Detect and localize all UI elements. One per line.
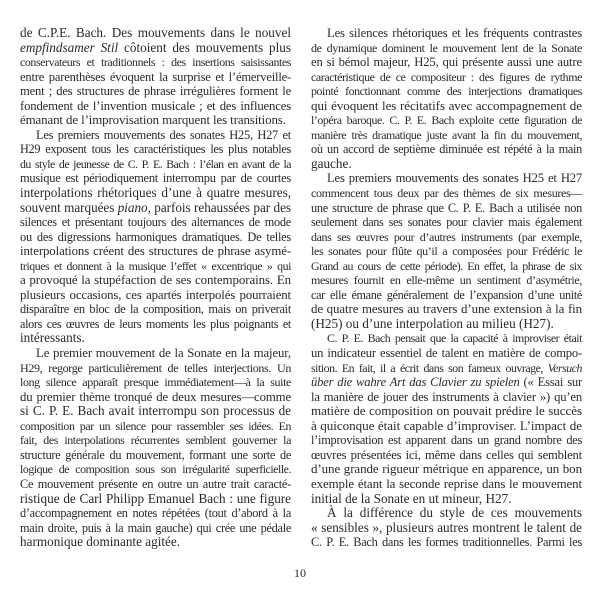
text-line: triques et donnent à la musique l’effet « excentrique » qui [20, 258, 291, 273]
text-line [311, 375, 582, 390]
text-line: H29 exposent tous les caractéristiques les plus notables [20, 142, 291, 157]
page-number: 10 [294, 566, 306, 580]
text-line: les sonates pour flûte qu’il a composées pour Frédéric le [311, 244, 582, 259]
text-line: ou des digressions harmoniques dramatiques. De telles [20, 229, 291, 244]
paragraph [20, 26, 291, 128]
text-line: Le premier mouvement de la Sonate en la majeur, [36, 346, 291, 361]
text-line: ristique de Carl Philipp Emanuel Bach : une figure [20, 490, 292, 506]
text-line: logique de composition sous son irrégularité superficielle. [20, 462, 291, 477]
text-line: qui évoquent les récitatifs avec accompagnement de [311, 97, 582, 113]
italic-text: über die wahre Art das Clavier zu spielen [311, 375, 520, 390]
text-line: l’opéra baroque. C. P. E. Bach exploite cette figuration de [311, 113, 582, 128]
text-line: d’accompagnement en notes répétées (tout d’abord à la [20, 506, 291, 521]
text-line: H29, regorge particulièrement de telles interjections. Un [20, 360, 291, 375]
paragraph [311, 26, 582, 171]
paragraph [311, 171, 582, 331]
text-line: alors ces œuvres de leurs moments les plus poignants et [20, 316, 291, 331]
text-segment: (« Essai sur [519, 375, 583, 390]
text-line: caractéristique de ce compositeur : des figures de rythme [311, 69, 582, 84]
text-line: main droite, puis à la main gauche) qui crée une pédale [20, 520, 291, 535]
text-line: Les silences rhétoriques et les fréquents contrastes [327, 26, 582, 40]
text-line: où un accord de septième diminuée est répété à la main [311, 142, 582, 157]
text-line: silences et présentant toujours des alternances de mode [20, 215, 291, 230]
text-line: manière très dramatique juste avant la fin du mouvement, [311, 127, 582, 142]
text-line: matière de composition on pouvait prédire le succès [311, 403, 582, 419]
text-line: la manière de jouer des instruments à clavier ») qu’en [311, 389, 582, 404]
text-line: « sensibles », plusieurs autres montrent le talent de [311, 519, 583, 535]
text-line: long silence apparaît presque immédiatement—à la suite [20, 375, 291, 390]
text-line: interpolations créent des structures de phrase asymé- [20, 244, 291, 259]
text-line [20, 41, 291, 56]
text-line: un indicateur essentiel de talent en matière de compo- [311, 346, 582, 361]
text-line: entre parenthèses évoquent la surprise et l’émerveille- [20, 69, 291, 84]
text-line: harmonique dominante agitée. [20, 534, 181, 550]
text-line: d’une grande rigueur métrique en apparence, un bon [311, 461, 582, 477]
text-line: exemple étant la seconde reprise dans le mouvement [311, 476, 582, 491]
text-line: (H25) ou d’une interpolation au milieu (H27). [311, 315, 554, 331]
text-line: composition par un silence pour rassembler ses idées. En [20, 418, 291, 433]
text-line: si C. P. E. Bach avait interrompu son processus de [20, 403, 292, 419]
text-line: musique est périodiquement interrompu par de courtes [20, 171, 291, 186]
text-line: pointé fonctionnant comme des interjections dramatiques [311, 84, 582, 99]
right-column [311, 26, 582, 550]
text-line: C. P. E. Bach pensait que la capacité à improviser était [327, 331, 582, 346]
text-line: car elle émane généralement de l’expansion d’une unité [311, 287, 582, 302]
italic-text: empfindsamer Stil [20, 39, 119, 55]
text-line: Grand au cours de cette période). En effet, la phrase de six [311, 258, 582, 273]
text-line: À la différence du style de ces mouvements [327, 505, 583, 521]
italic-text: piano [117, 199, 148, 215]
text-line: de quatre mesures au travers d’une extension à la fin [311, 302, 582, 317]
text-line: mesures fournit en elle-même un sentiment d’asymétrie, [311, 273, 582, 288]
italic-text: Versuch [547, 360, 582, 375]
text-line: gauche. [311, 155, 352, 171]
text-line: de C.P.E. Bach. Des mouvements dans le nouvel [20, 25, 291, 40]
text-line: Les premiers mouvements des sonates H25 et H27 [327, 171, 582, 186]
text-segment: côtoient des mouvements plus [118, 39, 291, 55]
text-line: plusieurs occasions, ces apartés interpolés pourraient [20, 287, 291, 302]
text-line: l’improvisation est apparent dans un grand nombre des [311, 433, 582, 448]
text-line: dans ses œuvres pour d’autres instruments (par exemple, [311, 229, 582, 244]
text-line: structure générale du mouvement, formant une sorte de [20, 447, 291, 462]
text-line: une structure de phrase que C. P. E. Bach a utilisée non [311, 200, 582, 215]
paragraph [311, 331, 582, 506]
paragraph [20, 346, 291, 550]
text-line: Les premiers mouvements des sonates H25, H27 et [36, 127, 291, 142]
text-line: du premier thème tronqué de deux mesures—comme [20, 389, 291, 404]
text-segment: sition. En fait, il a écrit dans son fameux ouvrage, [311, 360, 548, 375]
left-column [20, 26, 291, 550]
text-line: C. P. E. Bach dans les formes traditionnelles. Parmi les [311, 535, 582, 550]
text-segment: , parfois rehaussées par des [147, 199, 291, 215]
text-line [311, 361, 582, 376]
paragraph [20, 128, 291, 346]
text-line: fait, des interpolations récurrentes semblent gouverner la [20, 433, 291, 448]
text-line: de dynamique dominent le mouvement lent de la Sonate [311, 40, 582, 55]
text-line: œuvres présentées ici, même dans celles qui semblent [311, 447, 582, 462]
text-line: conservateurs et traditionnels : des insertions saisissantes [20, 55, 291, 70]
text-line: émanant de l’improvisation marquent les transitions. [20, 113, 286, 128]
text-line: Ce mouvement présente en outre un autre trait caracté- [20, 476, 291, 491]
text-line [20, 201, 291, 216]
text-line: interpolations rhétoriques d’une à quatre mesures, [20, 185, 292, 201]
text-line: intéressants. [20, 330, 85, 346]
paragraph [311, 506, 582, 550]
text-line: initial de la Sonate en ut mineur, H27. [311, 490, 512, 506]
text-line: disparaître en bloc de la composition, mais on priverait [20, 302, 291, 317]
text-line: à quiconque était capable d’improviser. L’impact de [311, 417, 582, 433]
text-line: seulement dans ses sonates pour clavier mais également [311, 215, 582, 230]
text-line: ment ; des structures de phrase irrégulières forment le [20, 84, 291, 99]
text-segment: souvent marquées [20, 199, 118, 215]
text-line: fondement de l’invention musicale ; et des influences [20, 98, 291, 113]
text-line: a provoqué la stupéfaction de ses contemporains. En [20, 272, 291, 288]
text-line: du style de jeunesse de C. P. E. Bach : l’élan en avant de la [20, 156, 291, 171]
text-line: commencent tous deux par des thèmes de six mesures— [311, 186, 582, 201]
text-line: en si bémol majeur, H25, qui présente aussi une autre [311, 55, 582, 70]
